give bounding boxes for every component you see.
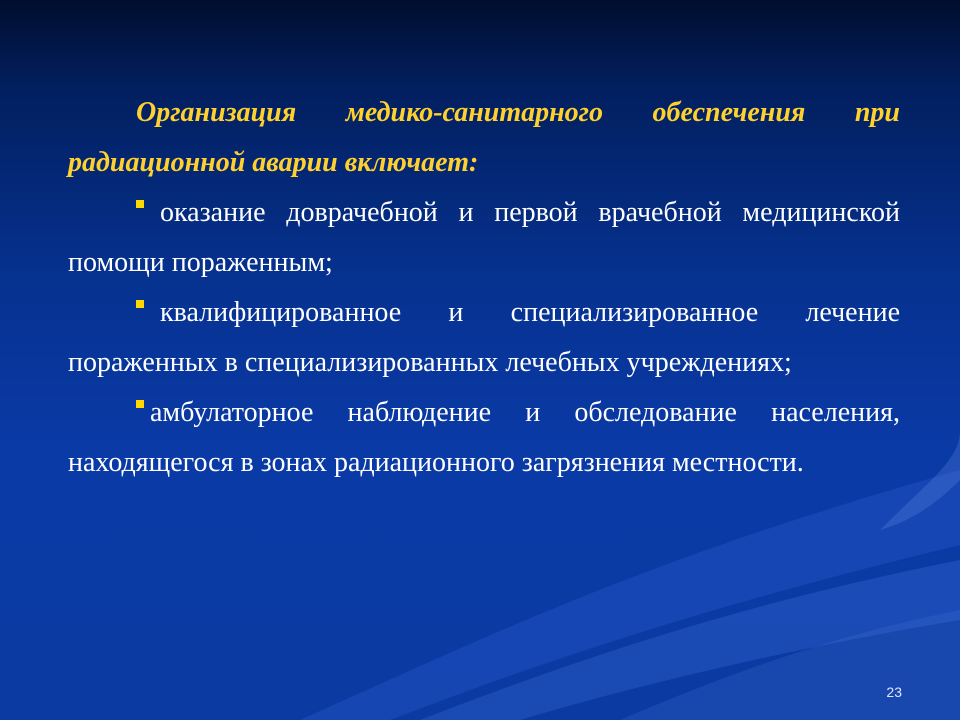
bullet-item (68, 188, 900, 288)
bullet-text: квалифицированное и специализированное лечение пораженных в специализированных лечебных учреждениях; (68, 297, 900, 378)
bullet-square-icon (136, 400, 144, 408)
bullet-item (68, 288, 900, 388)
bullet-item (68, 388, 900, 488)
bullet-text: оказание доврачебной и первой врачебной медицинской помощи пораженным; (68, 197, 900, 278)
bullet-square-icon (136, 300, 144, 308)
slide-heading: Организация медико-санитарного обеспечения при радиационной аварии включает: (68, 97, 900, 178)
slide-content (68, 88, 900, 488)
bullet-square-icon (136, 200, 144, 208)
bullet-text: амбулаторное наблюдение и обследование населения, находящегося в зонах радиационного загрязнения местности. (68, 397, 900, 478)
page-number: 23 (886, 684, 902, 700)
